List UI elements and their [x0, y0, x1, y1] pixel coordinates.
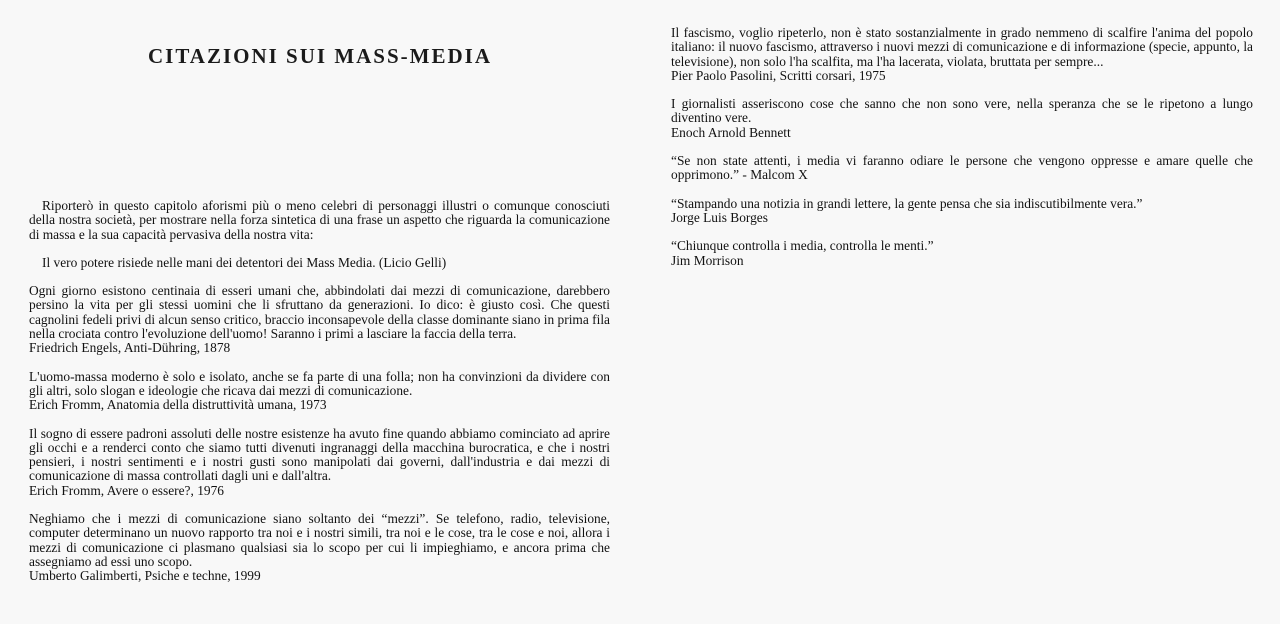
- quote-source: Jim Morrison: [671, 252, 744, 268]
- quote-text: Neghiamo che i mezzi di comunicazione siano soltanto dei “mezzi”. Se telefono, radio, televisione, computer determinano un nuovo rapporto tra noi e i nostri simili, tra noi e le cose, tra le cose e noi, allora i mezzi di comunicazione ci plasmano qualsiasi sia lo scopo per cui li impieghiamo, e ancora prima che assegniamo ad essi uno scopo.: [29, 511, 610, 569]
- left-page: [29, 199, 610, 584]
- quote-block: [671, 97, 1253, 140]
- quote-source: Umberto Galimberti, Psiche e techne, 1999: [29, 568, 261, 584]
- quote-source: Enoch Arnold Bennett: [671, 124, 791, 140]
- right-page: [671, 26, 1253, 268]
- quote-source: Erich Fromm, Anatomia della distruttività umana, 1973: [29, 397, 327, 413]
- page-title: CITAZIONI SUI MASS-MEDIA: [148, 44, 492, 69]
- quote-text: I giornalisti asseriscono cose che sanno che non sono vere, nella speranza che se le ripetono a lungo diventino vere.: [671, 96, 1253, 126]
- quote-block: [29, 512, 610, 583]
- quote-source: Erich Fromm, Avere o essere?, 1976: [29, 482, 224, 498]
- lead-quote: Il vero potere risiede nelle mani dei detentori dei Mass Media. (Licio Gelli): [42, 254, 447, 270]
- quote-block: [29, 370, 610, 413]
- quote-text: “Stampando una notizia in grandi lettere, la gente pensa che sia indiscutibilmente vera.”: [671, 195, 1143, 211]
- quote-text: “Chiunque controlla i media, controlla le menti.”: [671, 238, 934, 254]
- quote-block: [671, 239, 1253, 268]
- quote-text: Il fascismo, voglio ripeterlo, non è stato sostanzialmente in grado nemmeno di scalfire l'anima del popolo italiano: il nuovo fascismo, attraverso i nuovi mezzi di comunicazione e di informazione (specie, appunto, la televisione), non solo l'ha scalfita, ma l'ha lacerata, violata, bruttata per sempre...: [671, 25, 1253, 69]
- quote-block: [29, 284, 610, 355]
- quote-block: [671, 197, 1253, 226]
- quote-text: “Se non state attenti, i media vi faranno odiare le persone che vengono oppresse e amare quelle che opprimono.” - Malcom X: [671, 153, 1253, 183]
- quote-source: Jorge Luis Borges: [671, 209, 768, 225]
- quote-block: [671, 154, 1253, 183]
- quote-block: [671, 26, 1253, 83]
- quote-source: Pier Paolo Pasolini, Scritti corsari, 1975: [671, 67, 886, 83]
- quote-text: Il sogno di essere padroni assoluti delle nostre esistenze ha avuto fine quando abbiamo cominciato ad aprire gli occhi e a renderci conto che siamo tutti divenuti ingranaggi della macchina burocratica, e che i nostri pensieri, i nostri sentimenti e i nostri gusti sono manipolati dai governi, dall'industria e dai mezzi di comunicazione di massa controllati dagli uni e dall'altra.: [29, 425, 610, 484]
- quote-text: L'uomo-massa moderno è solo e isolato, anche se fa parte di una folla; non ha convinzioni da dividere con gli altri, solo slogan e ideologie che ricava dai mezzi di comunicazione.: [29, 368, 610, 398]
- quote-source: Friedrich Engels, Anti-Dühring, 1878: [29, 340, 231, 356]
- quote-text: Ogni giorno esistono centinaia di esseri umani che, abbindolati dai mezzi di comunicazione, darebbero persino la vita per gli stessi uomini che li sfruttano da generazioni. Io dico: è giusto così. Che questi cagnolini fedeli privi di alcun senso critico, braccio inconsapevole della classe dominante siano in prima fila nella crociata contro l'evoluzione dell'uomo! Saranno i primi a lasciare la faccia della terra.: [29, 283, 610, 342]
- quote-block: [29, 427, 610, 498]
- intro-paragraph: Riporterò in questo capitolo aforismi più o meno celebri di personaggi illustri o comunque conosciuti della nostra società, per mostrare nella forza sintetica di una frase un aspetto che riguarda la comunicazione di massa e la sua capacità pervasiva della nostra vita:: [29, 198, 610, 242]
